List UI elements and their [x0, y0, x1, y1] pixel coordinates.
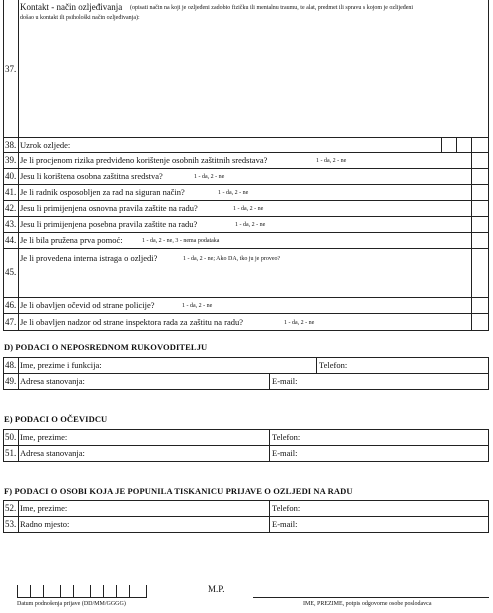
row-number: 49. [5, 376, 17, 386]
answer-box[interactable] [472, 153, 487, 167]
answer-hint: 1 - da, 2 - ne [218, 190, 249, 196]
answer-hint: 1 - da, 2 - ne [284, 320, 315, 326]
section-title: D) PODACI O NEPOSREDNOM RUKOVODITELJU [4, 342, 208, 352]
supervisor-email-field[interactable] [305, 374, 487, 388]
signature-field[interactable] [253, 582, 489, 596]
row-number: 37. [5, 64, 17, 74]
answer-box[interactable] [472, 233, 487, 247]
answer-box[interactable] [472, 298, 487, 312]
filler-email-field[interactable] [305, 517, 487, 531]
supervisor-address-field[interactable] [100, 374, 268, 388]
answer-box[interactable] [472, 185, 487, 199]
witness-email-field[interactable] [305, 446, 487, 460]
row-number: 53. [5, 519, 17, 529]
contact-mode-hint: (opisati način na koji je ozljeđeni zadobio fizičku ili mentalnu traumu, te alat, predmet ili spravu s kojom je ozlijeđeni [130, 5, 414, 11]
answer-hint: 1 - da, 2 - ne; Ako DA, tko ju je proveo? [183, 256, 281, 262]
filler-phone-field[interactable] [308, 501, 487, 515]
answer-hint: 1 - da, 2 - ne [182, 303, 213, 309]
contact-mode-field[interactable] [19, 26, 487, 136]
row-number: 40. [5, 171, 17, 181]
supervisor-address-label: Adresa stanovanja: [20, 376, 85, 386]
answer-hint: 1 - da, 2 - ne [194, 174, 225, 180]
answer-hint: 1 - da, 2 - ne [316, 158, 347, 164]
contact-mode-label: Kontakt - način ozljeđivanja [20, 2, 123, 12]
row-number: 43. [5, 219, 17, 229]
witness-name-label: Ime, prezime: [20, 432, 68, 442]
witness-phone-label: Telefon: [272, 432, 301, 442]
row-number: 52. [5, 503, 17, 513]
row-number: 50. [5, 432, 17, 442]
filler-email-label: E-mail: [272, 519, 298, 529]
row-number: 41. [5, 187, 17, 197]
filler-job-label: Radno mjesto: [20, 519, 70, 529]
supervisor-email-label: E-mail: [272, 376, 298, 386]
submission-date-boxes[interactable] [17, 582, 147, 598]
row-number: 42. [5, 203, 17, 213]
row-number: 47. [5, 317, 17, 327]
witness-address-field[interactable] [100, 446, 268, 460]
row-number: 45. [5, 267, 17, 277]
injury-cause-label: Uzrok ozljede: [20, 140, 71, 150]
signature-caption: IME, PREZIME, potpis odgovorne osobe poslodavca [303, 601, 432, 607]
answer-box[interactable] [472, 314, 487, 329]
filler-phone-label: Telefon: [272, 503, 301, 513]
answer-hint: 1 - da, 2 - ne [235, 222, 266, 228]
answer-box[interactable] [472, 169, 487, 183]
answer-hint: 1 - da, 2 - ne [233, 206, 264, 212]
labour-inspector-label: Je li obavljen nadzor od strane inspektora rada za zaštitu na radu? [20, 317, 244, 327]
witness-address-label: Adresa stanovanja: [20, 448, 85, 458]
row-number: 51. [5, 448, 17, 458]
submission-date-caption: Datum podnošenja prijave (DD/MM/GGGG) [17, 601, 126, 607]
witness-phone-field[interactable] [308, 430, 487, 444]
ppe-used-label: Jesu li korištena osobna zaštitna sredstva? [20, 171, 163, 181]
first-aid-label: Je li bila pružena prva pomoć: [20, 235, 123, 245]
investigator-field[interactable] [19, 265, 470, 296]
answer-box[interactable] [472, 217, 487, 231]
row-number: 48. [5, 360, 17, 370]
internal-investigation-label: Je li provedena interna istraga o ozljedi? [20, 253, 158, 263]
injury-cause-code-boxes[interactable] [441, 138, 487, 152]
witness-email-label: E-mail: [272, 448, 298, 458]
answer-box[interactable] [472, 249, 487, 296]
basic-rules-label: Jesu li primijenjena osnovna pravila zaštite na radu? [20, 203, 198, 213]
risk-assessment-label: Je li procjenom rizika predviđeno korištenje osobnih zaštitnih sredstava? [20, 155, 268, 165]
supervisor-name-label: Ime, prezime i funkcija: [20, 360, 102, 370]
supervisor-phone-label: Telefon: [319, 360, 348, 370]
supervisor-phone-field[interactable] [355, 358, 487, 372]
row-number: 39. [5, 155, 17, 165]
witness-name-field[interactable] [80, 430, 268, 444]
section-title: F) PODACI O OSOBI KOJA JE POPUNILA TISKANICU PRIJAVE O OZLJEDI NA RADU [4, 486, 353, 496]
filler-name-label: Ime, prezime: [20, 503, 68, 513]
special-rules-label: Jesu li primijenjena posebna pravila zaštite na radu? [20, 219, 198, 229]
supervisor-name-field[interactable] [120, 358, 315, 372]
police-inspection-label: Je li obavljen očevid od strane policije? [20, 300, 155, 310]
section-title: E) PODACI O OČEVIDCU [4, 414, 108, 424]
answer-box[interactable] [472, 201, 487, 215]
filler-name-field[interactable] [80, 501, 268, 515]
worker-trained-label: Je li radnik osposobljen za rad na siguran način? [20, 187, 185, 197]
filler-job-field[interactable] [80, 517, 268, 531]
answer-hint: 1 - da, 2 - ne, 3 - nema podataka [142, 238, 220, 244]
contact-mode-hint-cont: došao u kontakt ili psihološki način ozljeđivanja): [20, 15, 140, 21]
row-number: 46. [5, 300, 17, 310]
stamp-placeholder: M.P. [208, 584, 225, 594]
row-number: 38. [5, 140, 17, 150]
row-number: 44. [5, 235, 17, 245]
